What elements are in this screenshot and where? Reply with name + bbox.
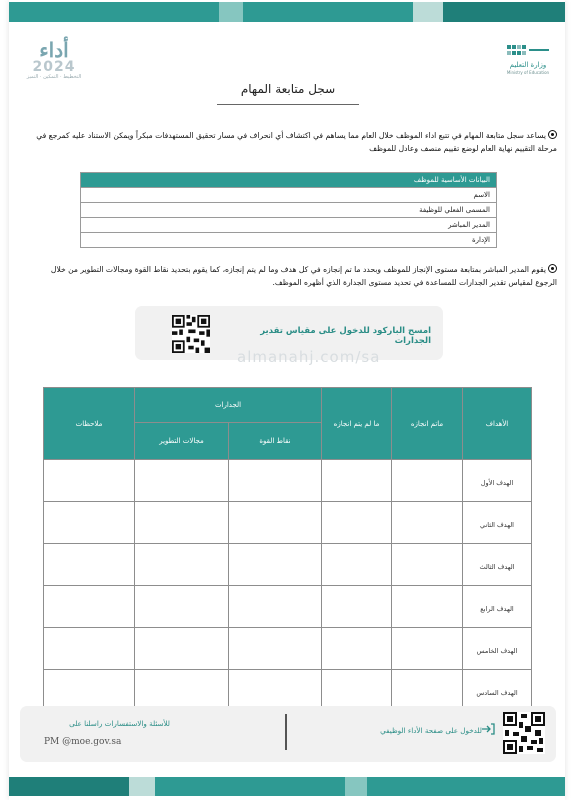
not-done-cell[interactable] [322, 586, 392, 628]
moe-logo-name: وزارة التعليم [509, 61, 547, 69]
ada-2024-logo [24, 40, 84, 81]
ada-logo-name: أداء [39, 38, 69, 62]
goal-label: الهدف الأول [463, 460, 532, 502]
field-department-label: الإدارة [81, 233, 497, 248]
goal-label: الهدف السادس [463, 670, 532, 712]
col-competencies-header: الجدارات [135, 388, 322, 423]
development-cell[interactable] [135, 544, 229, 586]
footer-divider [285, 714, 287, 750]
notes-cell[interactable] [44, 460, 135, 502]
notes-cell[interactable] [44, 628, 135, 670]
ministry-of-education-logo [505, 42, 551, 76]
moe-logo-english: Ministry of Education [506, 70, 550, 75]
done-cell[interactable] [392, 544, 463, 586]
intro-paragraph [30, 130, 557, 155]
title-block [217, 80, 359, 105]
done-cell[interactable] [392, 586, 463, 628]
portal-qr-code-icon[interactable] [503, 712, 545, 754]
ada-logo-tagline: التخطيط · التمكين · التميز [26, 74, 82, 80]
goal-label: الهدف الثاني [463, 502, 532, 544]
not-done-cell[interactable] [322, 460, 392, 502]
field-manager-label: المدير المباشر [81, 218, 497, 233]
notes-cell[interactable] [44, 502, 135, 544]
ada-logo-year: 2024 [32, 59, 76, 75]
field-name-label: الاسم [81, 188, 497, 203]
intro-text: يساعد سجل متابعة المهام في تتبع اداء الموظف خلال العام مما يساهم في اكتشاف أي انحراف في مسار تحقيق المستهدفات مبكراً ويمكن الاستناد عليه كمرجع في مرحلة التقييم نهاية العام لوضع تقييم منصف وعادل للموظف [36, 131, 557, 153]
goal-label: الهدف الخامس [463, 628, 532, 670]
col-development-header: مجالات التطوير [135, 423, 229, 460]
strengths-cell[interactable] [229, 544, 322, 586]
qr-code-icon[interactable] [172, 315, 210, 353]
development-cell[interactable] [135, 586, 229, 628]
not-done-cell[interactable] [322, 628, 392, 670]
col-not-done-header: ما لم يتم انجازه [322, 388, 392, 460]
manager-note-paragraph [30, 264, 557, 289]
not-done-cell[interactable] [322, 544, 392, 586]
strengths-cell[interactable] [229, 460, 322, 502]
goal-label: الهدف الرابع [463, 586, 532, 628]
notes-cell[interactable] [44, 586, 135, 628]
done-cell[interactable] [392, 628, 463, 670]
table-row [44, 502, 532, 544]
strengths-cell[interactable] [229, 502, 322, 544]
title-underline [217, 104, 359, 105]
page-title: سجل متابعة المهام [240, 82, 336, 96]
strengths-cell[interactable] [229, 628, 322, 670]
goal-label: الهدف الثالث [463, 544, 532, 586]
contact-email-link[interactable]: PM @moe.gov.sa [44, 737, 122, 747]
bullet-icon [548, 264, 557, 273]
done-cell[interactable] [392, 502, 463, 544]
field-job-title-label: المسمى الفعلي للوظيفة [81, 203, 497, 218]
development-cell[interactable] [135, 460, 229, 502]
table-row [44, 544, 532, 586]
col-done-header: ماتم انجازه [392, 388, 463, 460]
top-decorative-strip [9, 2, 565, 22]
notes-cell[interactable] [44, 544, 135, 586]
strengths-cell[interactable] [229, 586, 322, 628]
development-cell[interactable] [135, 628, 229, 670]
questions-text: للأسئلة والاستفسارات راسلنا على [69, 719, 170, 728]
employee-basic-info-table [80, 172, 497, 248]
tasks-tracker-table [43, 387, 532, 712]
login-arrow-icon [481, 723, 495, 735]
footer-contact-box [20, 706, 556, 762]
watermark-text: almanahj.com/sa [237, 348, 381, 366]
manager-note-text: يقوم المدير المباشر بمتابعة مستوى الإنجاز للموظف وبحدد ما تم إنجازه في كل هدف وما لم يتم إنجازه، كما يقوم بتحديد نقاط القوة ومجالات التطوير من خلال الرجوع لمقياس تقدير الجدارات للمساعدة في تحديد مستوى الجدارة الذي أظهره الموظف. [50, 265, 557, 287]
development-cell[interactable] [135, 502, 229, 544]
table-row [44, 586, 532, 628]
not-done-cell[interactable] [322, 502, 392, 544]
moe-emblem-icon [507, 43, 549, 57]
col-notes-header: ملاحظات [44, 388, 135, 460]
qr-prompt-text: امسح الباركود للدخول على مقياس تقدير الجدارات [260, 326, 431, 346]
col-strengths-header: نقاط القوة [229, 423, 322, 460]
table-row [44, 628, 532, 670]
performance-portal-text: للدخول على صفحة الأداء الوظيفي [380, 726, 482, 735]
col-goals-header: الأهداف [463, 388, 532, 460]
bottom-decorative-strip [9, 777, 565, 796]
bullet-icon [548, 130, 557, 139]
done-cell[interactable] [392, 460, 463, 502]
table-row [44, 460, 532, 502]
basic-info-heading: البيانات الأساسية للموظف [81, 173, 497, 188]
